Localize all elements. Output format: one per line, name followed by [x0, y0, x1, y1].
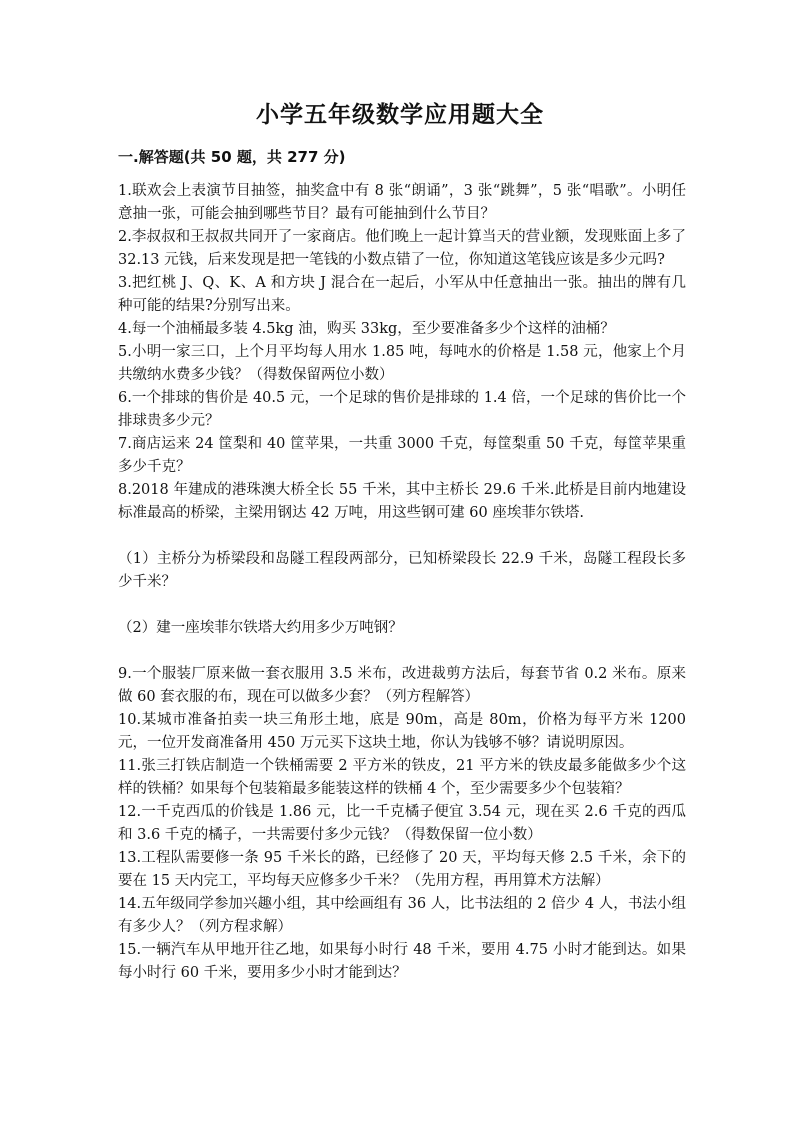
spacer [118, 640, 686, 663]
document-title: 小学五年级数学应用题大全 [256, 102, 544, 128]
question-14: 14.五年级同学参加兴趣小组，其中绘画组有 36 人，比书法组的 2 倍少 4 人，书法小组有多少人？（列方程求解） [118, 896, 686, 935]
question-8-part-2: （2）建一座埃菲尔铁塔大约用多少万吨钢？ [118, 620, 403, 636]
question-9: 9.一个服装厂原来做一套衣服用 3.5 米布，改进裁剪方法后，每套节省 0.2 米布。原来做 60 套衣服的布，现在可以做多少套？（列方程解答） [118, 666, 686, 705]
question-1: 1.联欢会上表演节目抽签，抽奖盒中有 8 张“朗诵”，3 张“跳舞”，5 张“唱歌”。小明任意抽一张，可能会抽到哪些节目？最有可能抽到什么节目？ [118, 183, 686, 222]
spacer [118, 525, 686, 548]
section-heading: 一.解答题(共 50 题，共 277 分) [118, 148, 346, 166]
spacer [118, 594, 686, 617]
question-3: 3.把红桃 J、Q、K、A 和方块 J 混合在一起后，小军从中任意抽出一张。抽出的牌有几种可能的结果?分别写出来。 [118, 275, 686, 314]
question-8: 8.2018 年建成的港珠澳大桥全长 55 千米，其中主桥长 29.6 千米.此桥是目前内地建设标准最高的桥梁，主梁用钢达 42 万吨，用这些钢可建 60 座埃菲尔铁塔. [118, 482, 686, 521]
question-list [118, 180, 686, 985]
question-7: 7.商店运来 24 筐梨和 40 筐苹果，一共重 3000 千克，每筐梨重 50 千克，每筐苹果重多少千克？ [118, 436, 686, 475]
question-11: 11.张三打铁店制造一个铁桶需要 2 平方米的铁皮，21 平方米的铁皮最多能做多少个这样的铁桶？如果每个包装箱最多能装这样的铁桶 4 个，至少需要多少个包装箱？ [118, 758, 686, 797]
question-8-part-1: （1）主桥分为桥梁段和岛隧工程段两部分，已知桥梁段长 22.9 千米，岛隧工程段长多少千米？ [118, 551, 686, 590]
question-12: 12.一千克西瓜的价钱是 1.86 元，比一千克橘子便宜 3.54 元，现在买 2.6 千克的西瓜和 3.6 千克的橘子，一共需要付多少元钱？（得数保留一位小数） [118, 804, 686, 843]
question-2: 2.李叔叔和王叔叔共同开了一家商店。他们晚上一起计算当天的营业额，发现账面上多了 32.13 元钱，后来发现是把一笔钱的小数点错了一位，你知道这笔钱应该是多少元吗? [118, 229, 686, 268]
question-5: 5.小明一家三口，上个月平均每人用水 1.85 吨，每吨水的价格是 1.58 元，他家上个月共缴纳水费多少钱？（得数保留两位小数） [118, 344, 686, 383]
question-13: 13.工程队需要修一条 95 千米长的路，已经修了 20 天，平均每天修 2.5 千米，余下的要在 15 天内完工，平均每天应修多少千米？（先用方程，再用算术方法解） [118, 850, 686, 889]
question-10: 10.某城市准备拍卖一块三角形土地，底是 90m，高是 80m，价格为每平方米 1200 元，一位开发商准备用 450 万元买下这块土地，你认为钱够不够？请说明原因。 [118, 712, 686, 751]
question-4: 4.每一个油桶最多装 4.5kg 油，购买 33kg，至少要准备多少个这样的油桶？ [118, 321, 615, 337]
question-6: 6.一个排球的售价是 40.5 元，一个足球的售价是排球的 1.4 倍，一个足球的售价比一个排球贵多少元？ [118, 390, 686, 429]
question-15: 15.一辆汽车从甲地开往乙地，如果每小时行 48 千米，要用 4.75 小时才能到达。如果每小时行 60 千米，要用多少小时才能到达？ [118, 942, 686, 981]
